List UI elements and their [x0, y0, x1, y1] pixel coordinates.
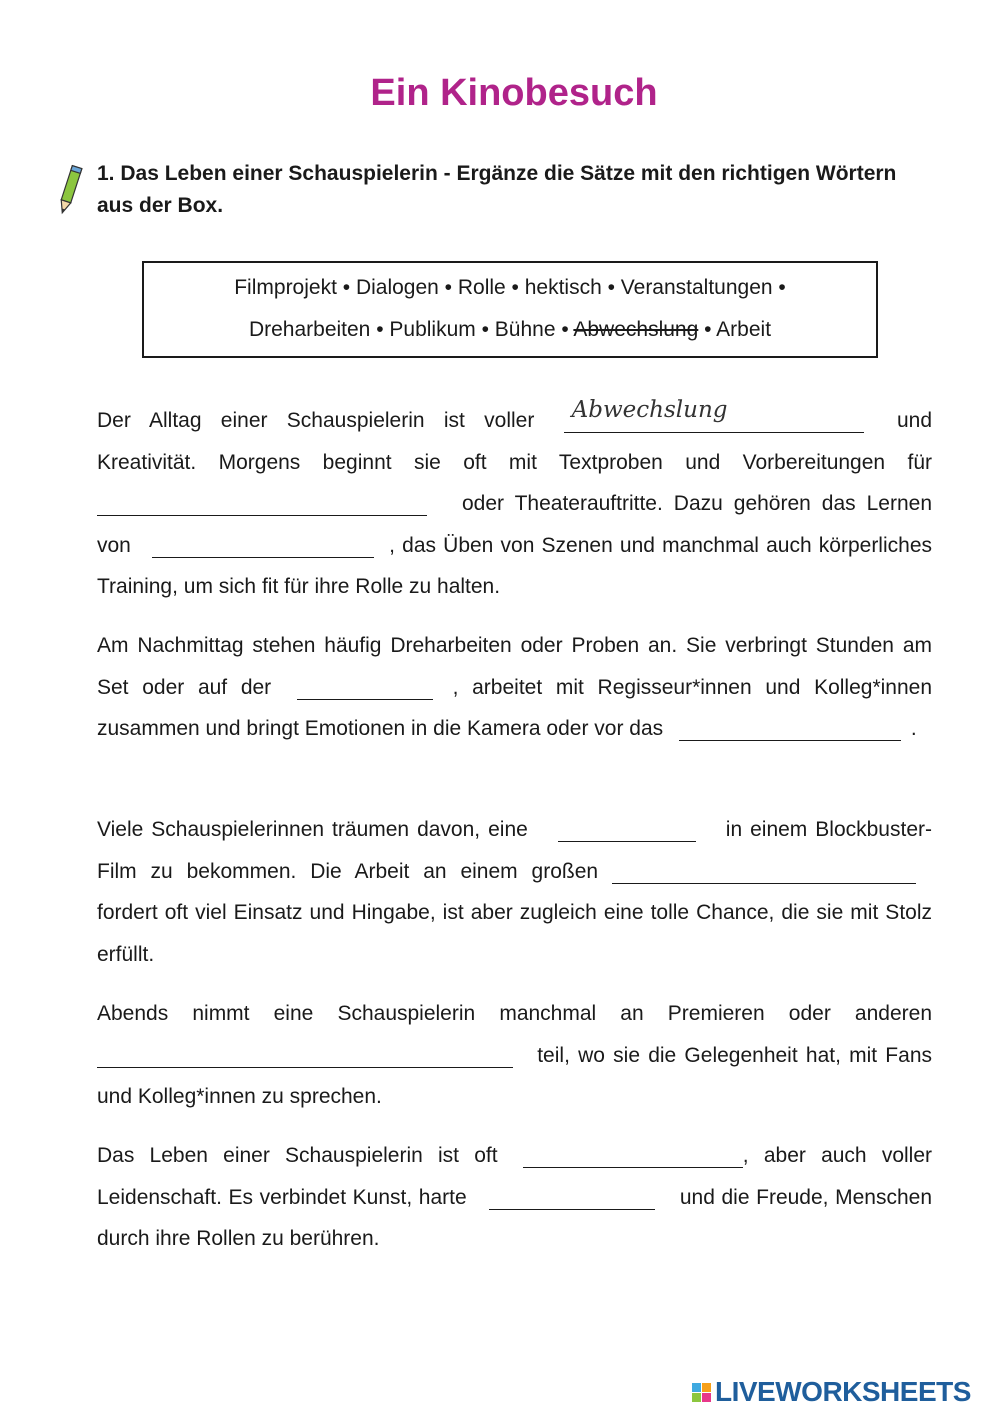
handwritten-answer: Abwechslung [571, 397, 728, 424]
p4-text-b: teil, wo sie die Gelegenheit hat, mit Fans und Kolleg*innen zu sprechen. [97, 1043, 932, 1109]
paragraph-2 [97, 625, 932, 750]
page-title: Ein Kinobesuch [370, 72, 658, 114]
word-box-line-1: Filmprojekt • Dialogen • Rolle • hektisch • Veranstaltungen • [234, 276, 786, 299]
blank-4[interactable] [297, 675, 433, 700]
p1-text-a: Der Alltag einer Schauspielerin ist voller [97, 409, 535, 432]
blank-1[interactable] [564, 397, 864, 433]
p3-text-a: Viele Schauspielerinnen träumen davon, eine [97, 818, 528, 841]
word-box-line-2 [144, 309, 876, 351]
p2-text-c: . [910, 717, 917, 741]
paragraph-4 [97, 993, 932, 1118]
task-text: Das Leben einer Schauspielerin - Ergänze die Sätze mit den richtigen Wörtern aus der Box. [97, 162, 897, 217]
p2-text-a: Am Nachmittag stehen häufig Dreharbeiten oder Proben an. Sie verbringt Stunden am Set oder auf der [97, 634, 932, 699]
logo-text: LIVEWORKSHEETS [715, 1376, 971, 1407]
word-box-line-2-start: Dreharbeiten • Publikum • Bühne • [248, 318, 569, 341]
p5-text-c: und die Freude, Menschen durch ihre Rollen zu berühren. [97, 1185, 932, 1251]
blank-8[interactable] [97, 1043, 513, 1068]
logo-square-l [692, 1383, 701, 1392]
p1-text-b: und Kreativität. Morgens beginnt sie oft mit Textproben und Vorbereitungen für [97, 409, 933, 474]
word-box-line-2-end: • Arbeit [704, 318, 772, 341]
blank-5[interactable] [679, 716, 901, 741]
paragraph-1 [97, 397, 933, 608]
liveworksheets-logo[interactable] [692, 1376, 971, 1408]
logo-square-i [702, 1383, 711, 1392]
logo-mark-icon [692, 1383, 711, 1402]
pencil-icon [56, 162, 84, 216]
paragraph-5 [97, 1135, 932, 1260]
task-instruction [97, 158, 933, 222]
blank-7[interactable] [612, 859, 916, 884]
blank-3[interactable] [152, 533, 374, 558]
p4-text-a: Abends nimmt eine Schauspielerin manchmal an Premieren oder anderen [97, 1002, 932, 1025]
blank-10[interactable] [489, 1185, 655, 1210]
paragraph-3 [97, 809, 932, 975]
blank-9[interactable] [523, 1143, 743, 1168]
p3-text-b: in einem Blockbuster-Film zu bekommen. Die Arbeit an einem großen [97, 818, 932, 883]
p5-text-a: Das Leben einer Schauspielerin ist oft [97, 1144, 498, 1167]
p5-text-b: , aber auch voller Leidenschaft. Es verbindet Kunst, harte [97, 1144, 933, 1209]
logo-square-v [692, 1393, 701, 1402]
p2-text-b: , arbeitet mit Regisseur*innen und Kolleg*innen zusammen und bringt Emotionen in die Kamera oder vor das [97, 675, 932, 741]
blank-2[interactable] [97, 491, 427, 516]
used-word: Abwechslung [573, 318, 699, 341]
word-box [142, 261, 878, 358]
p3-text-c: fordert oft viel Einsatz und Hingabe, ist aber zugleich eine tolle Chance, die sie mit Stolz erfüllt. [97, 901, 932, 966]
p1-text-c: oder Theaterauftritte. Dazu gehören das Lernen von [97, 492, 932, 557]
logo-square-e [702, 1393, 711, 1402]
blank-6[interactable] [558, 817, 696, 842]
p1-text-d: , das Üben von Szenen und manchmal auch körperliches Training, um sich fit für ihre Rolle zu halten. [97, 533, 932, 599]
task-number: 1. [97, 162, 115, 185]
